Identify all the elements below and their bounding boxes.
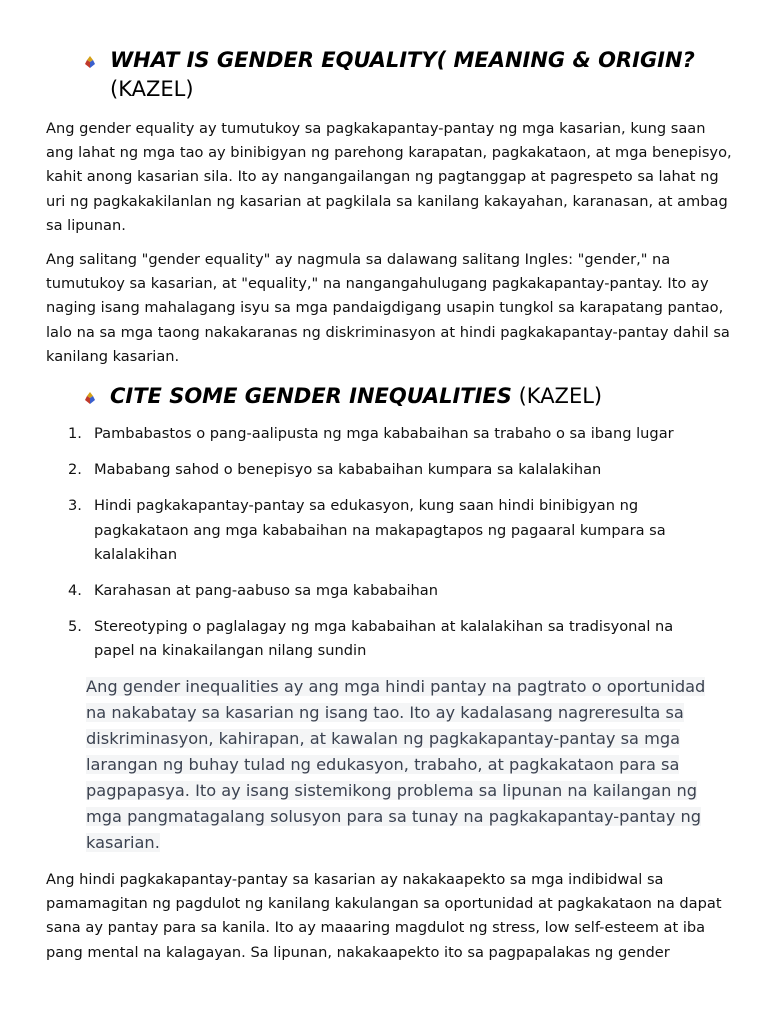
heading-main: CITE SOME GENDER INEQUALITIES: [110, 384, 512, 408]
section-heading-gender-equality: [84, 46, 695, 104]
inequalities-list: [46, 422, 716, 676]
list-number: 1.: [68, 425, 82, 442]
list-item-text: Pambabastos o pang-aalipusta ng mga kababaihan sa trabaho o sa ibang lugar: [94, 425, 674, 442]
list-item-text: Hindi pagkakapantay-pantay sa edukasyon, kung saan hindi binibigyan ng pagkakataon ang mga kababaihan na makapagtapos ng pagaaral kumpara sa kalalakihan: [94, 497, 666, 563]
heading-suffix: (KAZEL): [110, 77, 194, 101]
quote-text: Ang gender inequalities ay ang mga hindi pantay na pagtrato o oportunidad na nakabatay sa kasarian ng isang tao. Ito ay kadalasang nagreresulta sa diskriminasyon, kahirapan, at kawalan ng pagkakapantay-pantay sa mga larangan ng buhay tulad ng edukasyon, trabaho, at pagkakataon para sa pagpapasya. Ito ay isang sistemikong problema sa lipunan na kailangan ng mga pangmatagalang solusyon para sa tunay na pagkakapantay-pantay ng kasarian.: [86, 677, 706, 852]
list-number: 4.: [68, 582, 82, 600]
paragraph-definition: Ang gender equality ay tumutukoy sa pagkakapantay-pantay ng mga kasarian, kung saan ang lahat ng mga tao ay binibigyan ng parehong karapatan, pagkakataon, at mga benepisyo, kahit anong kasarian sila. Ito ay nangangailangan ng pagtanggap at pagrespeto sa lahat ng uri ng pagkakakilanlan ng kasarian at pagkilala sa kanilang kakayahan, karanasan, at ambag sa lipunan.: [46, 120, 732, 234]
list-item: [46, 494, 716, 567]
list-number: 5.: [68, 618, 82, 636]
list-item: [46, 615, 716, 663]
colored-diamond-bullet-icon: [84, 392, 96, 404]
colored-diamond-bullet-icon: [84, 56, 96, 68]
list-item: [46, 579, 716, 603]
list-item-text: Stereotyping o paglalagay ng mga kababaihan at kalalakihan sa tradisyonal na papel na kinakailangan nilang sundin: [94, 618, 674, 660]
heading-text: [110, 382, 602, 411]
section-heading-gender-inequalities: [84, 382, 602, 411]
heading-text: [110, 46, 695, 104]
list-number: 2.: [68, 461, 82, 479]
list-number: 3.: [68, 497, 82, 515]
list-item: [46, 422, 716, 446]
list-item-text: Karahasan at pang-aabuso sa mga kababaihan: [94, 582, 438, 600]
highlighted-quote-block: [86, 674, 720, 856]
list-item-text: Mababang sahod o benepisyo sa kababaihan kumpara sa kalalakihan: [94, 461, 602, 479]
heading-main: WHAT IS GENDER EQUALITY( MEANING & ORIGIN?: [110, 48, 695, 72]
list-item: [46, 458, 716, 482]
heading-suffix: (KAZEL): [518, 384, 603, 408]
paragraph-effects: Ang hindi pagkakapantay-pantay sa kasarian ay nakakaapekto sa mga indibidwal sa pamamagitan ng pagdulot ng kanilang kakulangan sa oportunidad at pagkakataon na dapat sana ay pantay para sa kanila. Ito ay maaaring magdulot ng stress, low self-esteem at iba pang mental na kalagayan. Sa lipunan, nakakaapekto ito sa pagpapalakas ng gender: [46, 871, 722, 961]
paragraph-origin: Ang salitang "gender equality" ay nagmula sa dalawang salitang Ingles: "gender," na tumutukoy sa kasarian, at "equality," na nangangahulugang pagkakapantay-pantay. Ito ay naging isang mahalagang isyu sa mga pandaigdigang usapin tungkol sa karapatang pantao, lalo na sa mga taong nakakaranas ng diskriminasyon at hindi pagkakapantay-pantay dahil sa kanilang kasarian.: [46, 251, 730, 365]
